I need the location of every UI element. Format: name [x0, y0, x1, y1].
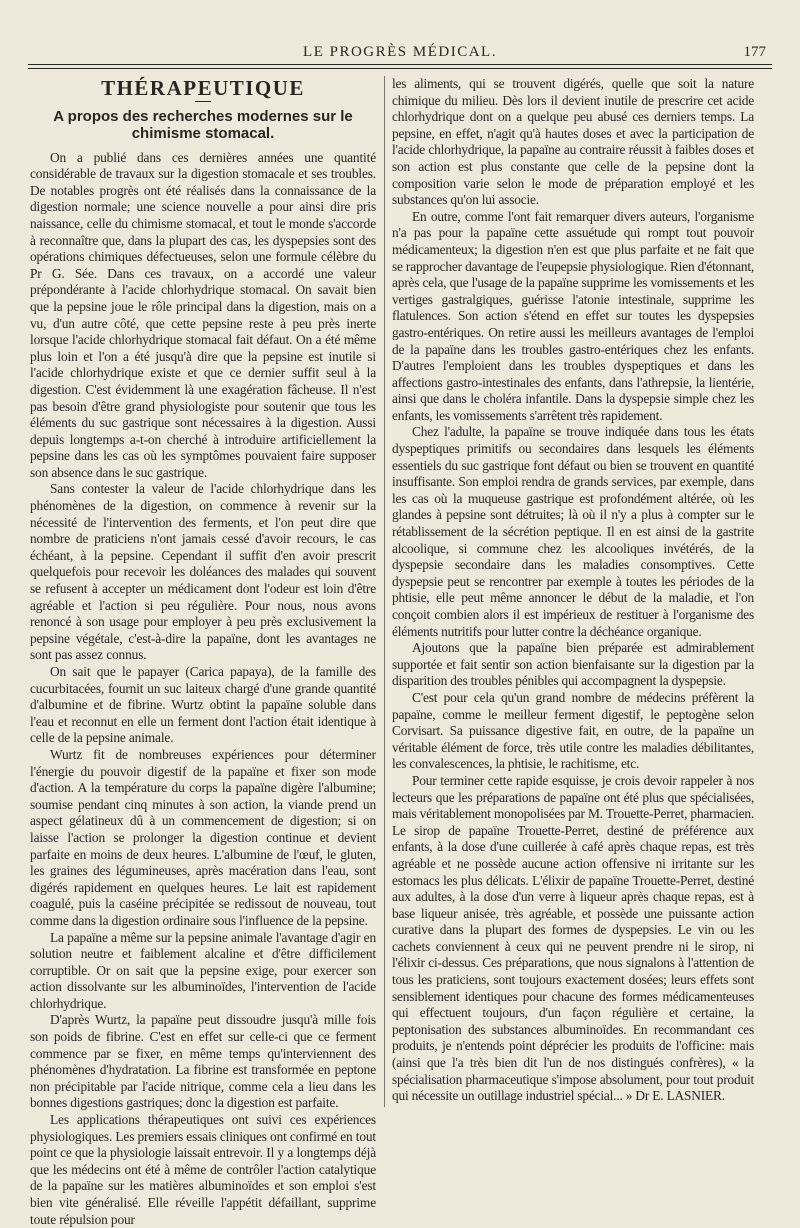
right-column	[392, 76, 754, 1117]
paragraph: D'après Wurtz, la papaïne peut dissoudre jusqu'à mille fois son poids de fibrine. C'est en effet sur celle-ci que ce ferment commence par se fixer, en même temps qu'interviennent des phénomènes d'hydratation. La fibrine est transformée en peptone non précipitable par l'acide nitrique, comme cela a lieu dans les bonnes digestions gastriques; donc la digestion est parfaite.	[30, 1012, 376, 1111]
paragraph: On a publié dans ces dernières années une quantité considérable de travaux sur la digestion stomacale et ses troubles. De notables progrès ont été réalisés dans la connaissance de la digestion normale; une science nouvelle a pour ainsi dire pris naissance, celle du chimisme stomacal, et tout le monde s'accorde à reconnaître que, dans la plupart des cas, les dyspepsies sont des opérations chimiques défectueuses, selon une formule célèbre du Pr G. Sée. Dans ces travaux, on a accordé une valeur prépondérante à l'acide chlorhydrique stomacal. On savait bien que la pepsine joue le rôle principal dans la digestion, mais on a vu, d'un autre côté, que cette pepsine reste à peu près inerte lorsque l'acide chlorhydrique stomacal fait défaut. On a été même plus loin et l'on a été jusqu'à dire que la pepsine est inutile si l'acide chlorhydrique existe et que ce dernier suffit seul à la digestion. C'est évidemment là une exagération fâcheuse. Il n'est pas besoin d'être grand physiologiste pour soutenir que tous les éléments du suc gastrique sont nécessaires à la digestion. Aussi depuis longtemps a-t-on cherché à introduire artificiellement la pepsine dans les cas où les symptômes pouvaient faire supposer son absence dans le suc gastrique.	[30, 149, 376, 480]
page-number: 177	[743, 44, 766, 60]
paragraph: La papaïne a même sur la pepsine animale l'avantage d'agir en solution neutre et faiblement alcaline et d'être difficilement corruptible. Or on sait que la pepsine exige, pour exercer son action dissolvante sur les albuminoïdes, l'intervention de l'acide chlorhydrique.	[30, 929, 376, 1011]
header-rule	[28, 64, 772, 65]
paragraph: Wurtz fit de nombreuses expériences pour déterminer l'énergie du pouvoir digestif de la papaïne et fixer son mode d'action. A la température du corps la papaïne digère l'albumine; soumise pendant cinq minutes à son action, la viande prend un aspect gélatineux dû à un commencement de digestion; si on laisse l'action se prolonger la digestion continue et devient parfaite en moins de deux heures. L'albumine de l'œuf, le gluten, les graines des légumineuses, après macération dans l'eau, sont digérés rapidement en quelques heures. Le lait est rapidement coagulé, puis la caséine précipitée se redissout de nouveau, tout comme dans la digestion ordinaire sous l'influence de la pepsine.	[30, 746, 376, 928]
paragraph: Pour terminer cette rapide esquisse, je crois devoir rappeler à nos lecteurs que les préparations de papaïne ont été plus que spécialisées, mais véritablement monopolisées par M. Trouette-Perret, pharmacien. Le sirop de papaïne Trouette-Perret, destiné de préférence aux enfants, à la dose d'une cuillerée à café après chaque repas, est très agréable et ne possède aucune action offensive ni irritante sur les estomacs les plus délicats. L'élixir de papaïne Trouette-Perret, destiné aux adultes, à la dose d'un verre à liqueur après chaque repas, est à base liqueur anisée, très agréable, et possède une puissante action curative dans la plupart des formes de dyspepsies. Le vin ou les cachets conviennent à ceux qui ne peuvent prendre ni le sirop, ni l'élixir ci-dessus. Ces préparations, que nous signalons à l'attention de tous les praticiens, sont toujours exactement dosées; leurs effets sont sensiblement identiques pour chacune des formes médicamenteuses qui effectuent toujours, d'un façon régulière et certaine, la peptonisation des substances albuminoïdes. En recommandant ces produits, je n'entends point déprécier les produits de l'officine: mais (ainsi que l'a très bien dit l'un de nos distingués confrères), « la spécialisation pharmaceutique s'impose absolument, pour tout produit qui nécessite un outillage industriel spécial... » Dr E. LASNIER.	[392, 772, 754, 1104]
header-rule-thin	[28, 68, 772, 69]
paragraph: Les applications thérapeutiques ont suivi ces expériences physiologiques. Les premiers essais cliniques ont confirmé en tout point ce que la physiologie laissait entrevoir. Il y a longtemps déjà que les médecins ont été à même de contrôler l'action catalytique de la papaïne sur les matières albuminoïdes et son emploi s'est bien vite généralisé. Elle réveille l'appétit défaillant, supprime toute répulsion pour	[30, 1112, 376, 1227]
journal-title: LE PROGRÈS MÉDICAL.	[303, 44, 497, 60]
running-head	[28, 40, 772, 64]
article-title: A propos des recherches modernes sur le chimisme stomacal.	[53, 107, 353, 142]
paragraph: Chez l'adulte, la papaïne se trouve indiquée dans tous les états dyspeptiques primitifs ou secondaires dans lesquels les éléments essentiels du suc gastrique font défaut ou bien se trouvent en quantité insuffisante. Son emploi rendra de grands services, par exemple, dans les cas où la muqueuse gastrique est profondément altérée, où les glandes à pepsine sont détruites; là où il n'y a plus à compter sur le rétablissement de la sécrétion peptique. Il en est ainsi de la gastrite alcoolique, si commune chez les alcooliques invétérés, de la dyspepsie secondaire dans les maladies consomptives. Cette dyspepsie peut se rencontrer par exemple à toutes les périodes de la phtisie, elle peut même annoncer le début de la maladie, et l'on conçoit combien alors il est impérieux de restituer à l'organisme des éléments nutritifs pour lutter contre la déchéance organique.	[392, 424, 754, 639]
column-divider	[384, 76, 385, 1107]
left-column	[30, 76, 376, 1227]
paragraph: Sans contester la valeur de l'acide chlorhydrique dans les phénomènes de la digestion, on commence à revenir sur la nécessité de l'intervention des ferments, et l'on peut dire que nombre de praticiens n'ont jamais cessé d'avoir recours, le cas échéant, à la pepsine. Cependant il suffit d'en avoir prescrit quelquefois pour recevoir les doléances des malades qui souvent se refusent à accepter un médicament dont l'odeur est loin d'être agréable et l'action si peu régulière. Pour nous, nous avons renoncé à son usage pour employer à peu près exclusivement la pepsine végétale, c'est-à-dire la papaïne, dont les avantages ne sont pas assez connus.	[30, 481, 376, 663]
paragraph: C'est pour cela qu'un grand nombre de médecins préfèrent la papaïne, comme le meilleur ferment digestif, le peptogène selon Corvisart. Sa puissance digestive fait, en outre, de la papaïne un véritable élément de force, très utile contre les maladies débilitantes, les convalescences, la phtisie, le rachitisme, etc.	[392, 689, 754, 772]
paragraph: les aliments, qui se trouvent digérés, quelle que soit la nature chimique du milieu. Dès lors il devient inutile de prescrire cet acide chlorhydrique dont on a quelque peu abusé ces derniers temps. La pepsine, en effet, n'agit qu'à hautes doses et avec la participation de l'acide chlorhydrique, la papaïne au contraire réussit à faibles doses et son action est plus constante que celle de la pepsine dont la composition varie selon le mode de préparation employé et les substances qu'on lui associe.	[392, 76, 754, 208]
title-divider	[195, 101, 211, 102]
paragraph: Ajoutons que la papaïne bien préparée est admirablement supportée et fait sentir son action bienfaisante sur la digestion par la disparition des troubles pénibles qui accompagnent la dyspepsie.	[392, 640, 754, 689]
paragraph: On sait que le papayer (Carica papaya), de la famille des cucurbitacées, fournit un suc laiteux chargé d'une grande quantité d'albumine et de fibrine. Wurtz obtint la papaïne soluble dans l'eau et reconnut en elle un ferment dont l'action était identique à celle de la pepsine animale.	[30, 664, 376, 746]
paragraph: En outre, comme l'ont fait remarquer divers auteurs, l'organisme n'a pas pour la papaïne cette assuétude qui rompt tout pouvoir médicamenteux; la digestion n'en est que plus parfaite et ne fait que se rapprocher davantage de l'eupepsie physiologique. Rien d'étonnant, après cela, que l'usage de la papaïne supprime les vomissements et les vertiges gastralgiques, guérisse l'atonie intestinale, supprime les flatulences. Son action s'étend en effet sur toutes les dyspepsies gastro-entériques. On retire aussi les meilleurs avantages de l'emploi de la papaïne dans les troubles gastro-entériques chez les enfants. D'autres l'emploient dans les troubles dyspeptiques et dans les affections gastro-intestinales des enfants, dans l'athrepsie, la lientérie, ainsi que dans le choléra infantile. Dans la dyspepsie simple chez les enfants, les vomissements s'arrêtent très rapidement.	[392, 208, 754, 423]
section-title: THÉRAPEUTIQUE	[101, 76, 305, 100]
